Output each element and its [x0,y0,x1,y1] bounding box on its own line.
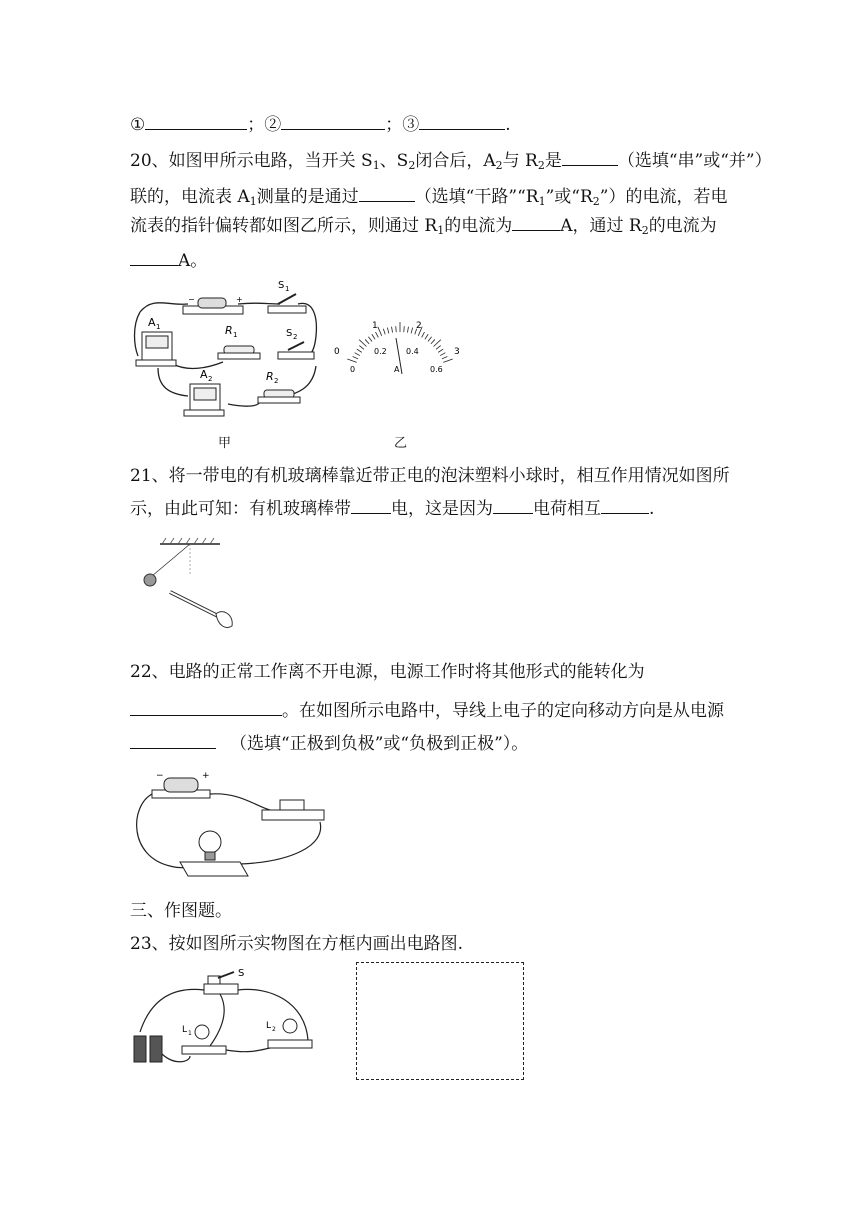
scale-tick [359,340,366,347]
label-a2: A [200,368,208,381]
svg-text:1: 1 [233,331,238,339]
scale-tick [376,332,379,337]
answer-blank[interactable] [130,248,178,266]
tick-label-bottom: 0.6 [430,365,443,374]
svg-text:+: + [202,771,210,781]
q20-line-3: 流表的指针偏转都如图乙所示，则通过 $R_1$的电流为 A，通过 $R_2$的电流为 [130,213,717,236]
q22-line-2: 。在如图所示电路中，导线上电子的定向移动方向是从电源 [130,698,724,721]
scale-tick [359,346,364,350]
scale-tick [378,327,382,336]
tick-label-top: 2 [416,321,422,331]
q20-line-2: 联的，电流表 $A_1$测量的是通过 （选填“干路$”“R_1$”或“$R_2$”）的电流，若电 [130,184,727,207]
scale-tick [383,329,385,335]
scale-tick [434,340,441,347]
answer-blank[interactable] [493,496,533,514]
answer-blank[interactable] [281,112,385,130]
scale-tick [357,349,362,352]
q21-line-2: 示，由此可知：有机玻璃棒带 电，这是因为 电荷相互 . [130,496,654,519]
q19-answer-line: ① ；② ；③ . [130,112,511,135]
two-bulb-circuit-figure [130,962,330,1072]
scale-tick [443,359,452,362]
answer-blank[interactable] [130,698,282,716]
scale-tick [428,337,432,342]
caption-jia: 甲 [218,436,232,451]
svg-text:2: 2 [208,375,213,383]
simple-circuit-figure [130,766,330,886]
scale-tick [422,332,425,337]
q20-line-1: 20、如图甲所示电路，当开关 $S_1$、$S_2$闭合后，$A_2$与 $R_2$是 （选填“串”或“并”） [130,148,772,171]
drawing-answer-box[interactable] [356,962,524,1080]
answer-blank[interactable] [359,184,415,202]
scale-tick [387,328,388,334]
circle-1: ① [130,115,146,135]
scale-tick [353,356,358,358]
scale-tick [407,327,408,333]
tick-label-top: 1 [372,321,378,331]
tick-label-bottom: 0.2 [374,347,387,356]
circuit-figure-jia [128,276,328,424]
scale-tick [431,339,435,343]
label-r1: R [225,324,233,337]
svg-text:1: 1 [156,323,161,331]
section-3-heading: 三、作图题。 [130,901,232,921]
circle-2: ② [264,115,282,135]
answer-blank[interactable] [351,496,391,514]
svg-text:2: 2 [272,1026,276,1033]
svg-text:−: − [156,771,164,781]
circle-3: ③ [402,115,420,135]
scale-tick [436,346,441,350]
tick-label-top: 3 [454,347,460,357]
q20-line-4: A。 [130,248,207,271]
charged-ball-figure [130,534,242,634]
svg-text:+: + [236,295,243,304]
label-r2: R [266,370,274,383]
tick-label-bottom: 0 [350,365,356,374]
answer-blank[interactable] [601,496,649,514]
scale-tick [438,349,443,352]
scale-tick [368,337,372,342]
q23-line: 23、按如图所示实物图在方框内画出电路图. [130,934,464,954]
scale-tick [372,334,375,339]
ammeter-scale-figure-yi [330,316,470,378]
scale-tick [440,353,445,356]
q21-line-1: 21、将一带电的有机玻璃棒靠近带正电的泡沫塑料小球时，相互作用情况如图所 [130,466,730,486]
answer-blank[interactable] [512,213,560,231]
svg-text:−: − [188,295,195,304]
svg-text:2: 2 [293,333,298,341]
label-l1: L [182,1025,188,1035]
scale-ticks [347,322,452,362]
scale-tick [365,339,369,343]
answer-blank[interactable] [419,112,505,130]
svg-text:1: 1 [188,1030,192,1037]
tick-label-top: 0 [334,347,340,357]
scale-tick [411,328,412,334]
scale-tick [442,356,447,358]
tick-label-bottom: 0.4 [406,347,419,356]
unit-label: A [394,365,400,374]
answer-blank[interactable] [562,148,618,166]
answer-blank[interactable] [130,731,216,749]
svg-text:1: 1 [285,285,290,293]
label-s2: S [286,328,293,339]
label-s: S [238,968,245,979]
label-a1: A [148,316,156,329]
label-s1: S [278,280,285,291]
svg-text:2: 2 [274,377,279,385]
scale-tick [392,327,393,333]
scale-tick [347,359,356,362]
answer-blank[interactable] [145,112,247,130]
q22-line-1: 22、电路的正常工作离不开电源，电源工作时将其他形式的能转化为 [130,662,645,682]
label-l2: L [266,1021,272,1031]
q22-line-3: （选填“正极到负极”或“负极到正极”）。 [130,731,528,754]
scale-tick [425,334,428,339]
caption-yi: 乙 [394,436,408,451]
scale-tick [355,353,360,356]
